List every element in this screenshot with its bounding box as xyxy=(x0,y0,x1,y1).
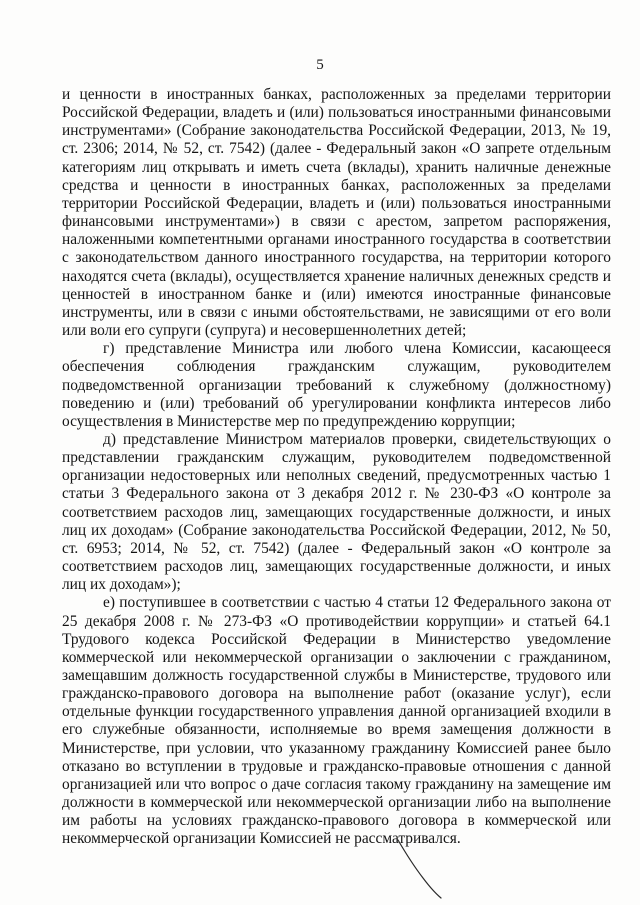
paragraph-item-e: е) поступившее в соответствии с частью 4 статьи 12 Федерального закона от 25 декабря 2008 г. № 273-ФЗ «О противодействии коррупции» и статьей 64.1 Трудового кодекса Российской Федерации в Министерство уведомление коммерческой или некоммерческой организации о заключении с гражданином, замещавшим должность государственной службы в Министерстве, трудового или гражданско-правового договора на выполнение работ (оказание услуг), если отдельные функции государственного управления данной организацией входили в его служебные обязанности, исполняемые во время замещения должности в Министерстве, при условии, что указанному гражданину Комиссией ранее было отказано во вступлении в трудовые и гражданско-правовые отношения с данной организацией или что вопрос о даче согласия такому гражданину на замещение им должности в коммерческой или некоммерческой организации либо на выполнение им работы на условиях гражданско-правового договора в коммерческой или некоммерческой организации Комиссией не рассматривался. xyxy=(62,594,611,848)
pen-stroke-line xyxy=(398,840,441,898)
document-body xyxy=(62,86,611,849)
paragraph-continuation: и ценности в иностранных банках, расположенных за пределами территории Российской Федерации, владеть и (или) пользоваться иностранными финансовыми инструментами» (Собрание законодательства Российской Федерации, 2013, № 19, ст. 2306; 2014, № 52, ст. 7542) (далее - Федеральный закон «О запрете отдельным категориям лиц открывать и иметь счета (вклады), хранить наличные денежные средства и ценности в иностранных банках, расположенных за пределами территории Российской Федерации, владеть и (или) пользоваться иностранными финансовыми инструментами») в связи с арестом, запретом распоряжения, наложенными компетентными органами иностранного государства в соответствии с законодательством данного иностранного государства, на территории которого находятся счета (вклады), осуществляется хранение наличных денежных средств и ценностей в иностранном банке и (или) имеются иностранные финансовые инструменты, или в связи с иными обстоятельствами, не зависящими от его воли или воли его супруги (супруга) и несовершеннолетних детей; xyxy=(62,86,611,340)
paragraph-item-d: д) представление Министром материалов проверки, свидетельствующих о представлении гражданским служащим, руководителем подведомственной организации недостоверных или неполных сведений, предусмотренных частью 1 статьи 3 Федерального закона от 3 декабря 2012 г. № 230-ФЗ «О контроле за соответствием расходов лиц, замещающих государственные должности, и иных лиц их доходам» (Собрание законодательства Российской Федерации, 2012, № 50, ст. 6953; 2014, № 52, ст. 7542) (далее - Федеральный закон «О контроле за соответствием расходов лиц, замещающих государственные должности, и иных лиц их доходам»); xyxy=(62,430,611,594)
paragraph-item-g: г) представление Министра или любого члена Комиссии, касающееся обеспечения соблюдения гражданским служащим, руководителем подведомственной организации требований к служебному (должностному) поведению и (или) требований об урегулировании конфликта интересов либо осуществления в Министерстве мер по предупреждению коррупции; xyxy=(62,340,611,430)
pen-stroke-mark xyxy=(395,838,445,900)
page-number: 5 xyxy=(316,57,324,73)
